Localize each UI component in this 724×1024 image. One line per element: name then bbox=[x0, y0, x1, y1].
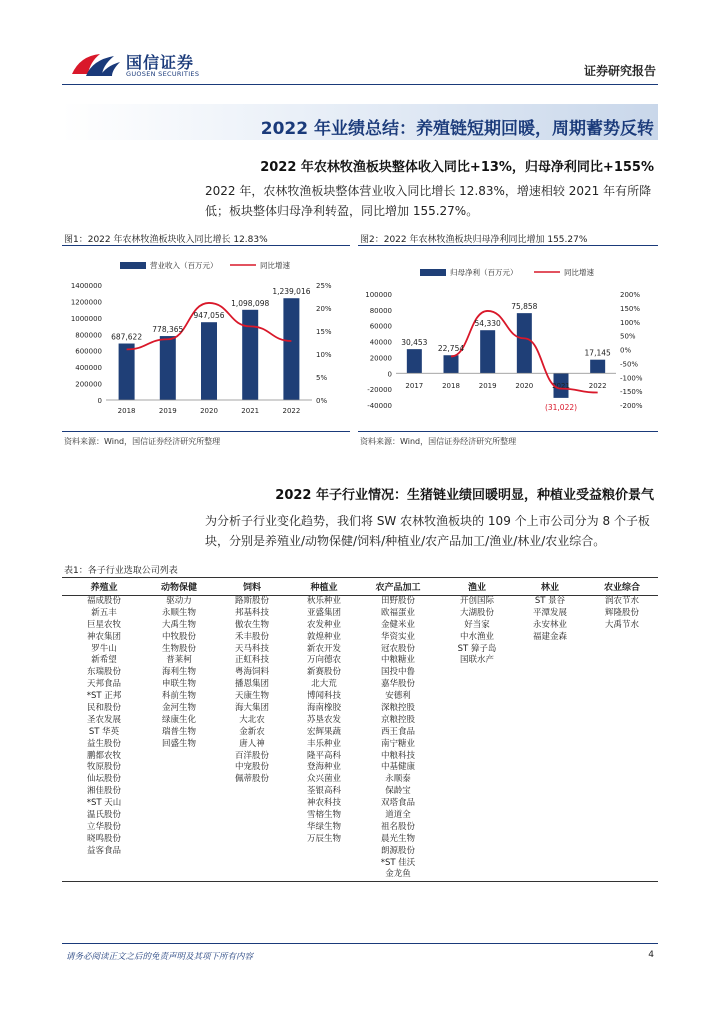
company-name: 邦基科技 bbox=[234, 607, 269, 618]
y-tick-label-right: 15% bbox=[316, 328, 332, 336]
column-list-planting bbox=[292, 596, 356, 882]
y-tick-label-right: 100% bbox=[620, 318, 641, 327]
company-name: ST 景谷 bbox=[534, 596, 566, 606]
company-name: 驱动力 bbox=[166, 596, 192, 606]
bar-data-label: 17,145 bbox=[584, 348, 611, 358]
company-name: 海大集团 bbox=[234, 703, 269, 714]
col-header: 饲料 bbox=[212, 578, 292, 596]
company-name: 民和股份 bbox=[86, 703, 121, 714]
bar bbox=[517, 313, 532, 373]
y-tick-label-left: 1400000 bbox=[70, 282, 102, 290]
y-tick-label-left: 80000 bbox=[369, 306, 392, 315]
bar bbox=[444, 355, 459, 373]
company-name: 牧原股份 bbox=[86, 762, 121, 773]
section1-paragraph: 2022 年，农林牧渔板块整体营业收入同比增长 12.83%，增速相较 2021 年有所降低；板块整体归母净利转盈，同比增加 155.27%。 bbox=[205, 184, 652, 218]
company-name: 新农开发 bbox=[306, 643, 341, 654]
company-name: 安德利 bbox=[385, 691, 411, 702]
company-name: 永安林业 bbox=[532, 619, 567, 630]
company-name: 苏垦农发 bbox=[306, 714, 341, 725]
company-name: 中牧股份 bbox=[161, 631, 196, 642]
y-tick-label-left: 40000 bbox=[369, 338, 392, 347]
bar bbox=[590, 360, 605, 374]
table-header-row bbox=[62, 578, 658, 596]
company-name: 大北农 bbox=[239, 714, 265, 725]
legend-label: 归母净利（百万元） bbox=[450, 268, 518, 277]
company-name: 欧福蛋业 bbox=[380, 607, 415, 618]
fig1-title: 图1：2022 年农林牧渔板块收入同比增长 12.83% bbox=[64, 235, 268, 245]
column-list-breeding bbox=[62, 596, 146, 882]
x-tick-label: 2021 bbox=[552, 382, 570, 390]
y-tick-label-right: 0% bbox=[620, 346, 632, 355]
column-list-processing bbox=[356, 596, 440, 882]
bar-data-label: 947,056 bbox=[193, 311, 225, 321]
bar-data-label: 687,622 bbox=[111, 332, 143, 342]
company-name: 开创国际 bbox=[459, 596, 494, 606]
company-name: 隆平高科 bbox=[306, 750, 341, 761]
y-tick-label-left: 1000000 bbox=[70, 314, 102, 323]
bar-data-label: 778,365 bbox=[152, 325, 184, 335]
y-tick-label-left: -40000 bbox=[367, 402, 392, 410]
company-name: 路斯股份 bbox=[234, 596, 269, 606]
fig2-chart bbox=[358, 250, 658, 422]
legend-bar-swatch bbox=[420, 269, 446, 276]
y-tick-label-right: 50% bbox=[620, 332, 636, 341]
company-name: 天邦食品 bbox=[86, 679, 121, 690]
y-tick-label-right: 10% bbox=[316, 351, 332, 359]
company-name: 中基健康 bbox=[380, 762, 415, 773]
col-header: 渔业 bbox=[440, 578, 514, 596]
company-name: 生物股份 bbox=[161, 643, 196, 654]
company-name: 回盛生物 bbox=[161, 738, 196, 749]
company-name: 保龄宝 bbox=[385, 786, 411, 797]
col-header: 林业 bbox=[514, 578, 586, 596]
bar-data-label: 22,754 bbox=[437, 344, 465, 354]
company-name: 大禹节水 bbox=[604, 619, 639, 630]
company-name: 新希望 bbox=[91, 655, 117, 666]
company-name: 秋乐种业 bbox=[306, 596, 341, 606]
company-name: 巨星农牧 bbox=[86, 619, 121, 630]
company-name: 仙坛股份 bbox=[86, 774, 121, 785]
company-name: 农发种业 bbox=[306, 619, 341, 630]
company-name: 国联水产 bbox=[459, 655, 494, 666]
company-name: 中粮科技 bbox=[380, 750, 415, 761]
company-name: 中宠股份 bbox=[234, 762, 269, 773]
company-name: ST 獐子岛 bbox=[457, 643, 497, 654]
y-tick-label-left: 60000 bbox=[369, 322, 392, 331]
fig2-source: 资料来源：Wind，国信证券经济研究所整理 bbox=[360, 437, 517, 446]
column-list-feed bbox=[212, 596, 292, 882]
y-tick-label-left: 800000 bbox=[75, 331, 102, 340]
col-header: 养殖业 bbox=[62, 578, 146, 596]
footer-divider bbox=[62, 943, 658, 944]
company-name: *ST 佳沃 bbox=[380, 857, 416, 868]
col-header: 农业综合 bbox=[586, 578, 658, 596]
company-name: 嘉华股份 bbox=[380, 679, 415, 690]
company-name: 金新农 bbox=[239, 726, 265, 737]
company-name: 鹏都农牧 bbox=[86, 750, 121, 761]
bar bbox=[160, 336, 176, 400]
company-name: 好当家 bbox=[464, 619, 490, 630]
page-number: 4 bbox=[648, 950, 654, 960]
bar bbox=[480, 330, 495, 373]
company-name: 神农科技 bbox=[306, 798, 341, 809]
y-tick-label-left: 100000 bbox=[365, 291, 392, 299]
y-tick-label-left: 200000 bbox=[75, 380, 102, 389]
bar bbox=[283, 298, 299, 400]
fig2-bottom-rule bbox=[358, 431, 658, 432]
company-name: 温氏股份 bbox=[86, 810, 121, 821]
legend-label: 同比增速 bbox=[260, 261, 290, 270]
y-tick-label-right: 25% bbox=[316, 282, 332, 290]
company-name: 立华股份 bbox=[86, 821, 121, 832]
company-name: 中水渔业 bbox=[459, 631, 494, 642]
y-tick-label-left: 0 bbox=[387, 370, 392, 379]
company-name: 百洋股份 bbox=[234, 750, 269, 761]
company-name: 福成股份 bbox=[86, 596, 121, 606]
company-name: 绿康生化 bbox=[161, 714, 196, 725]
y-tick-label-left: 1200000 bbox=[70, 298, 102, 307]
x-tick-label: 2020 bbox=[515, 382, 534, 390]
company-name: 华资实业 bbox=[380, 631, 415, 642]
x-tick-label: 2022 bbox=[588, 382, 607, 390]
x-tick-label: 2019 bbox=[478, 382, 497, 390]
fig1-source: 资料来源：Wind，国信证券经济研究所整理 bbox=[64, 437, 221, 446]
report-type: 证券研究报告 bbox=[583, 64, 656, 78]
bar bbox=[407, 349, 422, 373]
company-name: 中粮糖业 bbox=[380, 655, 415, 666]
y-tick-label-right: 150% bbox=[620, 304, 641, 313]
company-name: 正虹科技 bbox=[234, 655, 269, 666]
company-name: *ST 天山 bbox=[86, 798, 122, 809]
company-name: 金龙鱼 bbox=[385, 869, 411, 880]
company-name: 朗源股份 bbox=[380, 845, 415, 856]
company-name: 申联生物 bbox=[161, 679, 196, 690]
x-tick-label: 2017 bbox=[405, 382, 424, 390]
company-name: 博闻科技 bbox=[306, 691, 341, 702]
company-name: 粤海饲料 bbox=[234, 667, 269, 678]
column-list-forestry bbox=[514, 596, 586, 882]
section2-heading: 2022 年子行业情况：生猪链业绩回暖明显，种植业受益粮价景气 bbox=[275, 488, 654, 503]
company-name: 金河生物 bbox=[161, 703, 196, 714]
company-name: 宏辉果蔬 bbox=[306, 726, 341, 737]
company-name: 平潭发展 bbox=[532, 607, 567, 618]
y-tick-label-right: -150% bbox=[620, 388, 643, 397]
company-name: 大禹生物 bbox=[161, 619, 196, 630]
bar-data-label: 30,453 bbox=[401, 338, 428, 348]
company-name: 天康生物 bbox=[234, 691, 269, 702]
y-tick-label-left: 0 bbox=[97, 397, 102, 405]
company-name: 佩蒂股份 bbox=[234, 774, 269, 785]
company-name: 神农集团 bbox=[86, 631, 121, 642]
company-name: 祖名股份 bbox=[380, 821, 415, 832]
company-name: 新赛股份 bbox=[306, 667, 341, 678]
fig1-bottom-rule bbox=[62, 431, 350, 432]
fig1-title-rule bbox=[62, 245, 350, 246]
logo-text-cn: 国信证券 bbox=[126, 53, 195, 72]
company-name: 冠农股份 bbox=[380, 643, 415, 654]
company-name: 敦煌种业 bbox=[306, 631, 341, 642]
y-tick-label-right: 5% bbox=[316, 374, 328, 382]
company-name: 东瑞股份 bbox=[86, 667, 121, 678]
company-name: 荃银高科 bbox=[306, 786, 341, 797]
company-logo bbox=[70, 48, 210, 84]
logo-mark-icon bbox=[70, 50, 122, 80]
x-tick-label: 2019 bbox=[158, 407, 177, 415]
company-name: 科前生物 bbox=[161, 691, 196, 702]
footer-disclaimer: 请务必阅读正文之后的免责声明及其项下所有内容 bbox=[66, 952, 254, 962]
company-name: 众兴菌业 bbox=[306, 774, 341, 785]
legend-label: 营业收入（百万元） bbox=[150, 261, 218, 270]
bar-data-label: 75,858 bbox=[511, 302, 538, 312]
col-header: 农产品加工 bbox=[356, 578, 440, 596]
company-name: 大湖股份 bbox=[459, 607, 494, 618]
company-name: 丰乐种业 bbox=[306, 738, 341, 749]
company-name: 普莱柯 bbox=[166, 655, 192, 666]
company-name: 永顺泰 bbox=[385, 774, 411, 785]
fig1-chart bbox=[62, 250, 352, 420]
x-tick-label: 2022 bbox=[282, 407, 301, 415]
legend-bar-swatch bbox=[120, 262, 146, 269]
company-name: 福建金森 bbox=[532, 631, 567, 642]
section2-paragraph: 为分析子行业变化趋势，我们将 SW 农林牧渔板块的 109 个上市公司分为 8 个子板块，分别是养殖业/动物保健/饲料/种植业/农产品加工/渔业/林业/农业综合。 bbox=[205, 514, 650, 548]
company-name: 益生股份 bbox=[86, 738, 121, 749]
column-list-general bbox=[586, 596, 658, 882]
company-name: 永顺生物 bbox=[161, 607, 196, 618]
company-name: 南宁糖业 bbox=[380, 738, 415, 749]
company-name: 雪榕生物 bbox=[306, 810, 341, 821]
bar-data-label: 54,330 bbox=[474, 319, 501, 329]
y-tick-label-left: 600000 bbox=[75, 347, 102, 356]
company-name: 罗牛山 bbox=[91, 643, 117, 654]
company-name: 晓鸣股份 bbox=[86, 833, 121, 844]
company-name: 万向德农 bbox=[306, 655, 341, 666]
company-name: 傲农生物 bbox=[234, 619, 269, 630]
bar bbox=[201, 322, 217, 400]
bar bbox=[119, 344, 135, 400]
y-tick-label-right: 200% bbox=[620, 291, 641, 299]
company-name: 海南橡胶 bbox=[306, 703, 341, 714]
company-name: *ST 正邦 bbox=[86, 691, 122, 702]
company-name: 万辰生物 bbox=[306, 833, 341, 844]
y-tick-label-left: 400000 bbox=[75, 364, 102, 373]
company-name: 亚盛集团 bbox=[306, 607, 341, 618]
company-name: 新五丰 bbox=[91, 607, 117, 618]
table-row bbox=[62, 596, 658, 882]
table-title: 表1：各子行业选取公司列表 bbox=[64, 566, 178, 576]
x-tick-label: 2021 bbox=[241, 407, 260, 415]
company-name: 瑞普生物 bbox=[161, 726, 196, 737]
y-tick-label-left: -20000 bbox=[367, 386, 392, 395]
company-name: 登海种业 bbox=[306, 762, 341, 773]
subsector-table bbox=[62, 577, 658, 882]
y-tick-label-right: 20% bbox=[316, 305, 332, 313]
x-tick-label: 2020 bbox=[200, 407, 218, 415]
bar-data-label: 1,098,098 bbox=[231, 298, 270, 308]
y-tick-label-right: 0% bbox=[316, 397, 328, 405]
company-name: 京粮控股 bbox=[380, 714, 415, 725]
company-name: 金健米业 bbox=[380, 619, 415, 630]
company-name: 播恩集团 bbox=[234, 679, 269, 690]
company-name: 北大荒 bbox=[311, 679, 337, 690]
section1-heading: 2022 年农林牧渔板块整体收入同比+13%，归母净利同比+155% bbox=[260, 160, 654, 175]
bar-data-label: 1,239,016 bbox=[272, 287, 311, 297]
legend-label: 同比增速 bbox=[564, 268, 594, 277]
company-name: 西王食品 bbox=[380, 726, 415, 737]
company-name: 双塔食品 bbox=[380, 798, 415, 809]
company-name: 圣农发展 bbox=[86, 714, 121, 725]
company-name: ST 华英 bbox=[88, 726, 120, 737]
x-tick-label: 2018 bbox=[117, 407, 136, 415]
company-name: 道道全 bbox=[385, 810, 411, 821]
y-tick-label-right: -100% bbox=[620, 374, 643, 383]
company-name: 海利生物 bbox=[161, 667, 196, 678]
col-header: 种植业 bbox=[292, 578, 356, 596]
fig2-title-rule bbox=[358, 245, 658, 246]
company-name: 润农节水 bbox=[604, 596, 639, 606]
bar bbox=[242, 310, 258, 400]
column-list-fishery bbox=[440, 596, 514, 882]
company-name: 禾丰股份 bbox=[234, 631, 269, 642]
header-divider bbox=[62, 84, 658, 85]
x-tick-label: 2018 bbox=[442, 382, 460, 390]
fig2-title: 图2：2022 年农林牧渔板块归母净利同比增加 155.27% bbox=[360, 235, 588, 245]
company-name: 湘佳股份 bbox=[86, 786, 121, 797]
company-name: 华绿生物 bbox=[306, 821, 341, 832]
y-tick-label-left: 20000 bbox=[369, 354, 392, 363]
company-name: 唐人神 bbox=[239, 738, 265, 749]
company-name: 辉隆股份 bbox=[604, 607, 639, 618]
col-header: 动物保健 bbox=[146, 578, 212, 596]
company-name: 深粮控股 bbox=[380, 703, 415, 714]
logo-text-en: GUOSEN SECURITIES bbox=[126, 70, 200, 78]
company-name: 益客食品 bbox=[86, 845, 121, 856]
bar-data-label: (31,022) bbox=[544, 402, 578, 412]
column-list-animal-health bbox=[146, 596, 212, 882]
banner-title: 2022 年业绩总结：养殖链短期回暖，周期蓄势反转 bbox=[260, 119, 654, 139]
company-name: 天马科技 bbox=[234, 643, 269, 654]
company-name: 晨光生物 bbox=[380, 833, 415, 844]
y-tick-label-right: -50% bbox=[620, 360, 639, 369]
y-tick-label-right: -200% bbox=[620, 402, 643, 410]
company-name: 田野股份 bbox=[380, 596, 415, 606]
company-name: 国投中鲁 bbox=[380, 667, 415, 678]
